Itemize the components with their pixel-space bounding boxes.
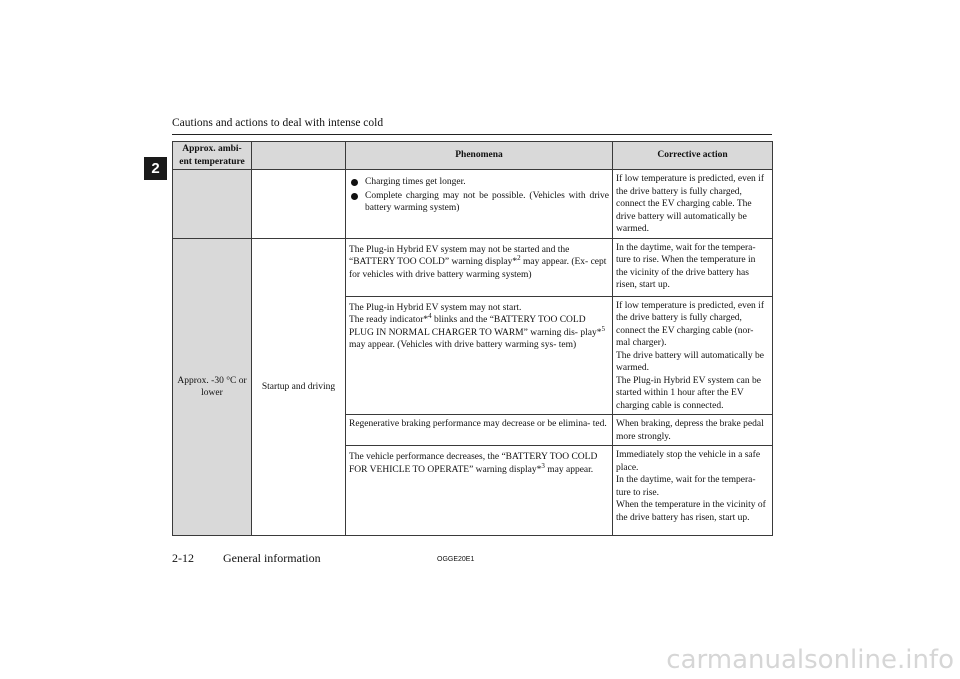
phenomena-cell	[346, 446, 613, 536]
footnote-marker: 3	[541, 461, 545, 470]
bullet-text: Charging times get longer.	[365, 177, 466, 187]
phenomena-bullet-list	[349, 176, 609, 215]
footer-section-title: General information	[223, 551, 321, 565]
phenomena-text: may appear.	[544, 464, 594, 475]
action-text: When the temperature in the vicinity of the drive battery has risen, start up.	[616, 500, 766, 523]
column-header-temperature: Approx. ambi- ent temperature	[173, 142, 252, 170]
action-cell: When braking, depress the brake pedal more strongly.	[613, 415, 773, 446]
footnote-marker: 5	[601, 324, 605, 333]
watermark: carmanualsonline.info	[666, 645, 954, 675]
list-item	[349, 176, 609, 189]
bullet-icon	[351, 179, 358, 186]
phenomena-cell: Regenerative braking performance may decrease or be elimina- ted.	[346, 415, 613, 446]
action-text: Immediately stop the vehicle in a safe place.	[616, 450, 761, 473]
page-number: 2-12	[172, 551, 194, 565]
column-header-action: Corrective action	[613, 142, 773, 170]
phenomena-text: The ready indicator*	[349, 315, 429, 325]
phenomena-cell	[346, 296, 613, 415]
document-code: OGGE20E1	[437, 556, 475, 563]
column-header-phenomena: Phenomena	[346, 142, 613, 170]
table-header-row	[173, 142, 773, 170]
action-cell	[613, 296, 773, 415]
page-header-title: Cautions and actions to deal with intense cold	[172, 117, 384, 129]
bullet-text: Complete charging may not be possible. (Vehicles with drive battery warming system)	[365, 190, 609, 213]
action-cell: If low temperature is predicted, even if the drive battery is fully charged, connect the EV charging cable. The drive battery will automatically be warmed.	[613, 170, 773, 239]
action-text: If low temperature is predicted, even if the drive battery is fully charged, connect the EV charging cable (nor- mal charger).	[616, 300, 764, 348]
condition-cell: Startup and driving	[252, 238, 346, 536]
footnote-marker: 2	[517, 253, 521, 262]
column-header-blank	[252, 142, 346, 170]
action-cell	[613, 446, 773, 536]
action-cell: In the daytime, wait for the tempera- ture to rise. When the temperature in the vicinity of the drive battery has risen, start up.	[613, 238, 773, 296]
phenomena-text: may appear. (Vehicles with drive battery warming sys- tem)	[349, 340, 577, 350]
temperature-cell: Approx. -30 °C or lower	[173, 238, 252, 536]
action-text: In the daytime, wait for the tempera- ture to rise.	[616, 475, 756, 498]
temperature-cell-continued	[173, 170, 252, 239]
phenomena-text: may appear. (Ex- cept for vehicles with drive battery warming system)	[349, 257, 607, 280]
table-row	[173, 170, 773, 239]
chapter-tab: 2	[144, 157, 167, 180]
header-divider	[172, 134, 772, 135]
phenomena-text: The vehicle performance decreases, the “BATTERY TOO COLD FOR VEHICLE TO OPERATE” warning display*	[349, 452, 598, 475]
list-item	[349, 190, 609, 215]
bullet-icon	[351, 193, 358, 200]
phenomena-cell	[346, 170, 613, 239]
phenomena-text: The Plug-in Hybrid EV system may not be started and the “BATTERY TOO COLD” warning display*	[349, 244, 570, 267]
condition-cell-continued	[252, 170, 346, 239]
footnote-marker: 4	[428, 311, 432, 320]
phenomena-cell	[346, 238, 613, 296]
table-row	[173, 238, 773, 296]
cold-weather-table	[172, 141, 773, 536]
phenomena-text: blinks and the “BATTERY TOO COLD PLUG IN NORMAL CHARGER TO WARM” warning dis- play*	[349, 315, 602, 338]
phenomena-text: The Plug-in Hybrid EV system may not start.	[349, 302, 522, 313]
action-text: The drive battery will automatically be warmed.	[616, 350, 764, 373]
action-text: The Plug-in Hybrid EV system can be started within 1 hour after the EV charging cable is connected.	[616, 375, 761, 411]
